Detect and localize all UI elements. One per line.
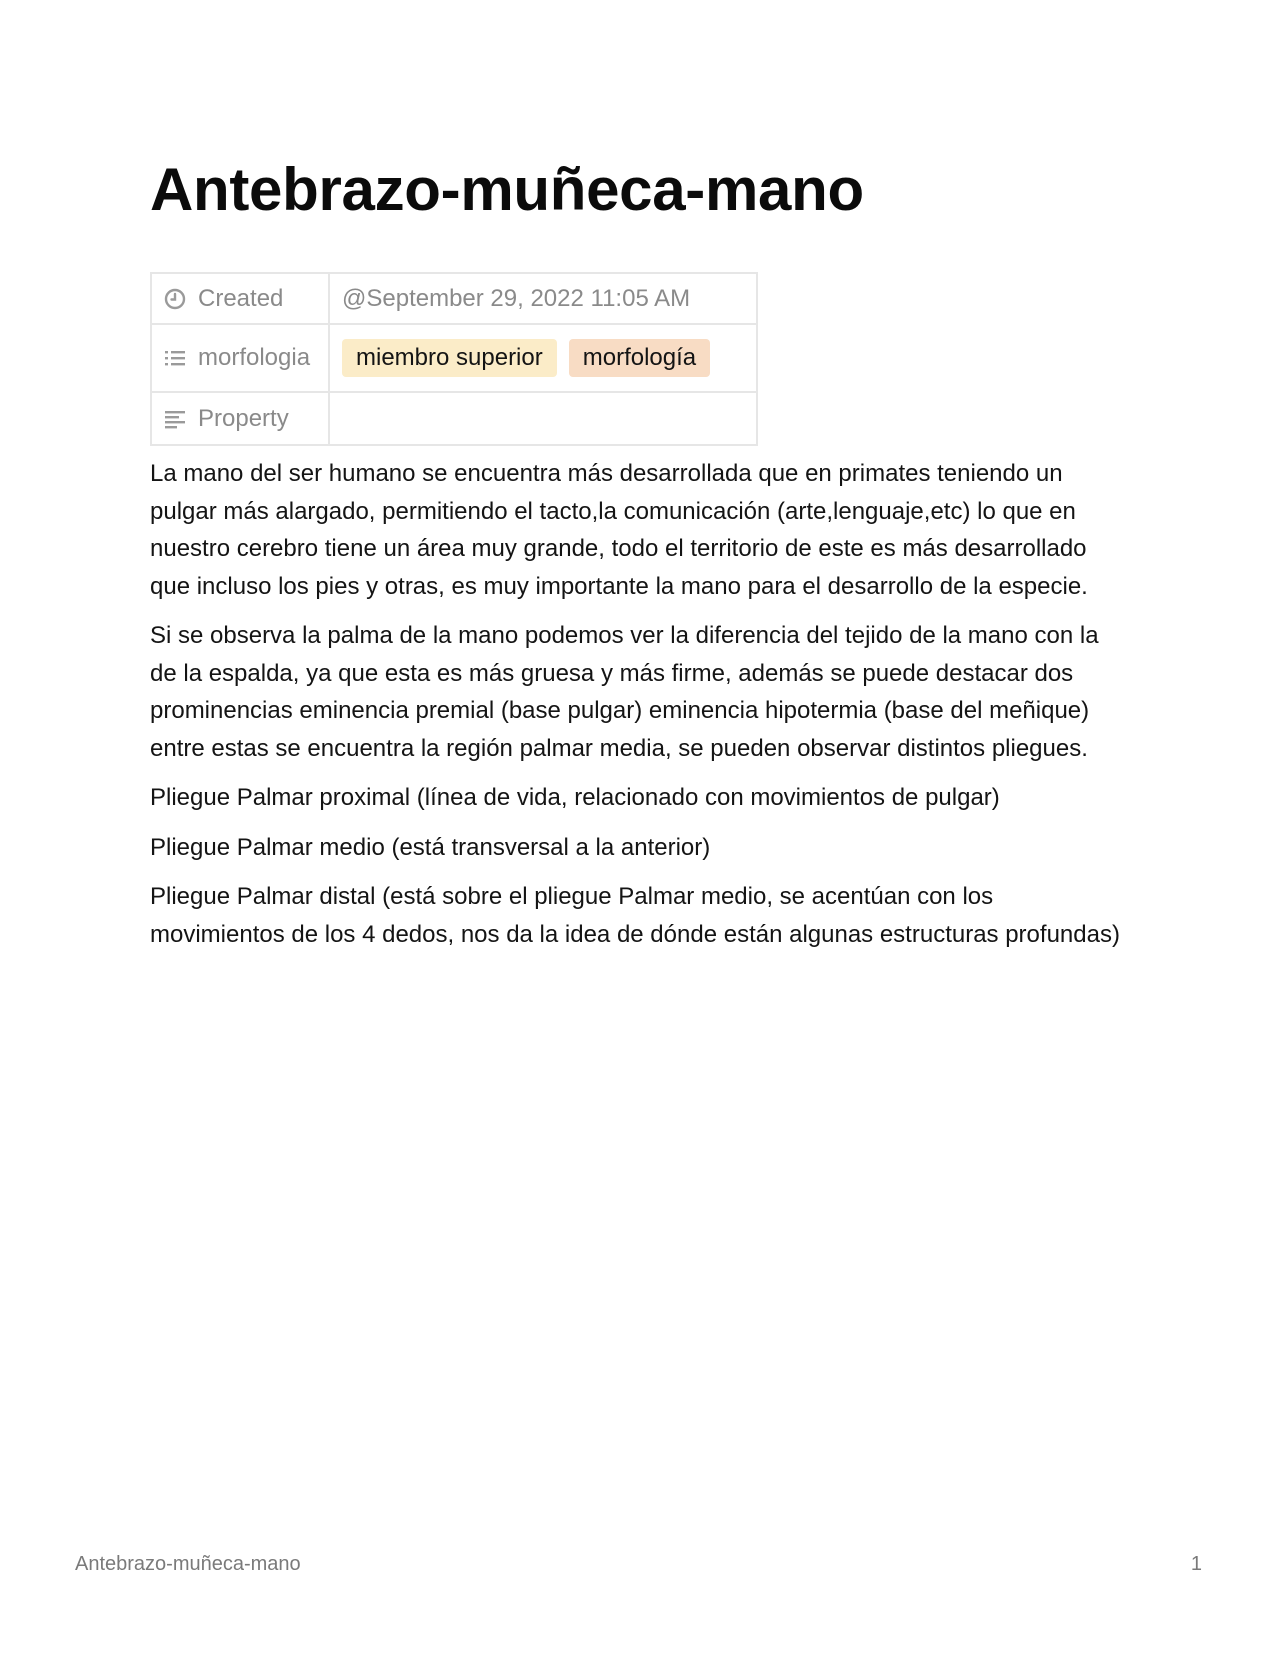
property-row-property [151, 392, 757, 445]
property-value-property[interactable] [329, 392, 757, 445]
paragraph: La mano del ser humano se encuentra más desarrollada que en primates teniendo un pulgar más alargado, permitiendo el tacto,la comunicación (arte,lenguaje,etc) lo que en nuestro cerebro tiene un área muy grande, todo el territorio de este es más desarrollado que incluso los pies y otras, es muy importante la mano para el desarrollo de la especie. [150, 460, 1088, 600]
paragraph: Si se observa la palma de la mano podemos ver la diferencia del tejido de la mano con la de la espalda, ya que esta es más gruesa y más firme, además se puede destacar dos prominencias eminencia premial (base pulgar) eminencia hipotermia (base del meñique) entre estas se encuentra la región palmar media, se pueden observar distintos pliegues. [150, 622, 1099, 762]
property-label-property: Property [198, 404, 289, 432]
page-number: 1 [1190, 1553, 1202, 1575]
tag-miembro-superior[interactable]: miembro superior [342, 339, 557, 377]
paragraph: Pliegue Palmar proximal (línea de vida, relacionado con movimientos de pulgar) [150, 784, 1000, 811]
property-name-cell[interactable] [151, 324, 329, 392]
clock-icon [164, 288, 186, 310]
property-row-morfologia [151, 324, 757, 392]
text-lines-icon [164, 408, 186, 430]
properties-table [150, 272, 758, 446]
page-title: Antebrazo-muñeca-mano [150, 156, 864, 223]
property-name-cell[interactable] [151, 392, 329, 445]
paragraph: Pliegue Palmar medio (está transversal a la anterior) [150, 833, 711, 861]
property-value-created[interactable] [329, 273, 757, 324]
property-label-created: Created [198, 284, 284, 312]
property-row-created [151, 273, 757, 324]
created-date: @September 29, 2022 11:05 AM [342, 284, 691, 312]
footer-title: Antebrazo-muñeca-mano [75, 1553, 301, 1575]
property-name-cell[interactable] [151, 273, 329, 324]
property-value-morfologia[interactable] [329, 324, 757, 392]
tag-morfologia[interactable]: morfología [569, 339, 710, 377]
property-label-morfologia: morfologia [198, 344, 311, 371]
page-content [150, 455, 1125, 965]
list-icon [164, 347, 186, 369]
paragraph: Pliegue Palmar distal (está sobre el pliegue Palmar medio, se acentúan con los movimientos de los 4 dedos, nos da la idea de dónde están algunas estructuras profundas) [150, 883, 1120, 948]
